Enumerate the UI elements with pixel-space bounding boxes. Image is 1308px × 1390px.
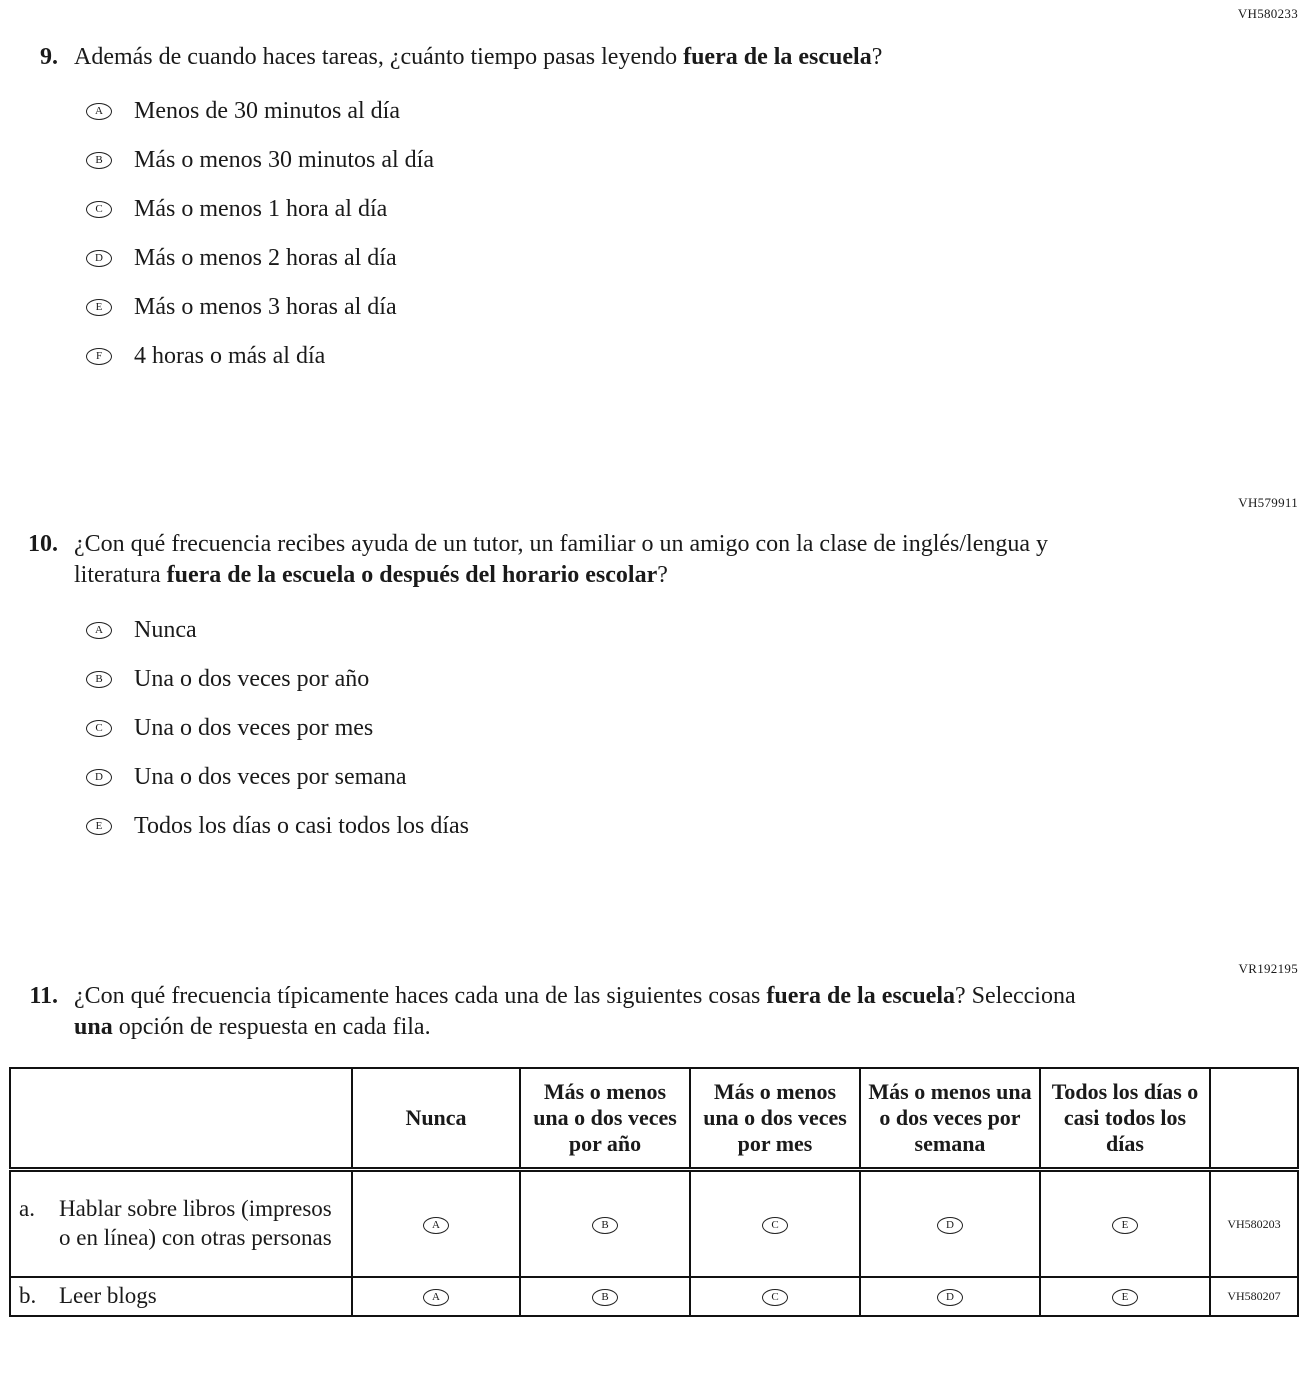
q11-header-code-blank	[1210, 1068, 1298, 1169]
q11-row-a-cell-por-anio	[520, 1169, 690, 1277]
q10-option-b-label: Una o dos veces por año	[134, 665, 370, 692]
q11-row-a-bubble-d[interactable]: D	[937, 1217, 963, 1234]
question-10-text	[74, 529, 1114, 591]
question-9	[0, 42, 1308, 373]
q11-row-b-bubble-a[interactable]: A	[423, 1289, 449, 1306]
q10-option-d	[86, 761, 1308, 794]
question-11-text	[74, 981, 1114, 1043]
q11-row-b-text: Leer blogs	[59, 1283, 157, 1309]
q10-option-a-label: Nunca	[134, 616, 197, 643]
q10-option-e	[86, 810, 1308, 843]
question-9-text-post: ?	[871, 44, 883, 70]
q11-row-a-label-cell	[10, 1169, 352, 1277]
q11-row-a-letter: a.	[19, 1196, 35, 1222]
question-11	[0, 981, 1308, 1317]
q9-option-d-bubble[interactable]: D	[86, 250, 112, 267]
q11-table-header-row	[10, 1068, 1298, 1169]
q9-option-d-label: Más o menos 2 horas al día	[134, 245, 397, 272]
q9-option-b-bubble[interactable]: B	[86, 152, 112, 169]
question-11-code: VR192195	[1238, 960, 1298, 976]
q11-row-a-text: Hablar sobre libros (impresos o en línea) con otras personas	[59, 1196, 332, 1251]
q10-option-d-label: Una o dos veces por semana	[134, 763, 407, 790]
question-10-options	[86, 614, 1308, 843]
q11-row-a-bubble-e[interactable]: E	[1112, 1217, 1138, 1234]
q11-row-b-bubble-d[interactable]: D	[937, 1289, 963, 1306]
question-10-code: VH579911	[1238, 495, 1298, 511]
q10-option-c	[86, 712, 1308, 745]
q11-header-todos-los-dias: Todos los días o casi todos los días	[1040, 1068, 1210, 1169]
q10-option-a	[86, 614, 1308, 647]
q10-option-b	[86, 663, 1308, 696]
q11-header-por-semana: Más o menos una o dos veces por semana	[860, 1068, 1040, 1169]
q9-option-c	[86, 193, 1308, 226]
q9-option-b	[86, 144, 1308, 177]
q9-option-b-label: Más o menos 30 minutos al día	[134, 147, 434, 174]
q11-row-b-cell-por-mes	[690, 1277, 860, 1316]
q9-option-a-bubble[interactable]: A	[86, 103, 112, 120]
q11-row-a-cell-por-mes	[690, 1169, 860, 1277]
q10-option-b-bubble[interactable]: B	[86, 671, 112, 688]
q9-option-a-label: Menos de 30 minutos al día	[134, 98, 400, 125]
q11-row-a-cell-todos	[1040, 1169, 1210, 1277]
question-10-head	[0, 529, 1308, 591]
q11-row-a-cell-nunca	[352, 1169, 520, 1277]
question-10-text-pre: ¿Con qué frecuencia recibes ayuda de un tutor, un familiar o un amigo con la clase de inglés/lengua y literatura	[74, 531, 1049, 589]
q10-option-c-bubble[interactable]: C	[86, 720, 112, 737]
q9-option-d	[86, 242, 1308, 275]
question-11-text-mid: ? Selecciona	[955, 982, 1076, 1009]
q11-row-b-label-cell	[10, 1277, 352, 1316]
question-11-number: 11.	[29, 982, 58, 1009]
question-11-text-pre: ¿Con qué frecuencia típicamente haces cada una de las siguientes cosas	[74, 982, 767, 1009]
q11-row-a-code: VH580203	[1210, 1169, 1298, 1277]
q11-row-b-bubble-c[interactable]: C	[762, 1289, 788, 1306]
q11-header-nunca: Nunca	[352, 1068, 520, 1169]
question-9-head	[0, 42, 1308, 73]
q11-header-blank	[10, 1068, 352, 1169]
question-9-options	[86, 95, 1308, 373]
q9-option-f-bubble[interactable]: F	[86, 348, 112, 365]
question-10-text-bold: fuera de la escuela o después del horario escolar	[166, 562, 658, 589]
q11-row-a-bubble-a[interactable]: A	[423, 1217, 449, 1234]
question-11-text-bold1: fuera de la escuela	[766, 982, 955, 1009]
q10-option-a-bubble[interactable]: A	[86, 622, 112, 639]
q11-row-a-cell-por-semana	[860, 1169, 1040, 1277]
q11-row-b-bubble-b[interactable]: B	[592, 1289, 618, 1306]
q9-option-c-label: Más o menos 1 hora al día	[134, 196, 388, 223]
q11-row-b-cell-nunca	[352, 1277, 520, 1316]
q11-row-b-bubble-e[interactable]: E	[1112, 1289, 1138, 1306]
question-10-number: 10.	[28, 531, 58, 558]
q9-option-e	[86, 291, 1308, 324]
q9-option-f	[86, 340, 1308, 373]
q11-row-b-code: VH580207	[1210, 1277, 1298, 1316]
q11-row-b-cell-todos	[1040, 1277, 1210, 1316]
question-9-text-bold: fuera de la escuela	[683, 44, 872, 70]
q11-header-por-mes: Más o menos una o dos veces por mes	[690, 1068, 860, 1169]
q11-row-b-cell-por-anio	[520, 1277, 690, 1316]
q9-option-c-bubble[interactable]: C	[86, 201, 112, 218]
q10-option-e-label: Todos los días o casi todos los días	[134, 812, 469, 839]
question-9-text	[74, 42, 882, 73]
q9-option-e-label: Más o menos 3 horas al día	[134, 294, 397, 321]
question-9-code: VH580233	[1237, 6, 1298, 21]
q11-row-a-bubble-c[interactable]: C	[762, 1217, 788, 1234]
question-10-text-post: ?	[657, 562, 668, 589]
q10-option-c-label: Una o dos veces por mes	[134, 714, 374, 741]
q10-option-e-bubble[interactable]: E	[86, 818, 112, 835]
question-11-text-bold2: una	[74, 1013, 113, 1040]
question-9-number: 9.	[40, 44, 58, 70]
q9-option-a	[86, 95, 1308, 128]
q11-table-row-a	[10, 1169, 1298, 1277]
q11-row-b-letter: b.	[19, 1283, 37, 1309]
q11-frequency-table	[9, 1067, 1299, 1317]
q9-option-e-bubble[interactable]: E	[86, 299, 112, 316]
question-10	[0, 529, 1308, 842]
q10-option-d-bubble[interactable]: D	[86, 769, 112, 786]
q11-table-row-b	[10, 1277, 1298, 1316]
question-11-text-post: opción de respuesta en cada fila.	[112, 1013, 431, 1040]
question-9-text-pre: Además de cuando haces tareas, ¿cuánto tiempo pasas leyendo	[74, 44, 684, 70]
q9-option-f-label: 4 horas o más al día	[134, 343, 326, 370]
q11-row-a-bubble-b[interactable]: B	[592, 1217, 618, 1234]
q11-header-por-anio: Más o menos una o dos veces por año	[520, 1068, 690, 1169]
q11-row-b-cell-por-semana	[860, 1277, 1040, 1316]
question-11-head	[0, 981, 1308, 1043]
